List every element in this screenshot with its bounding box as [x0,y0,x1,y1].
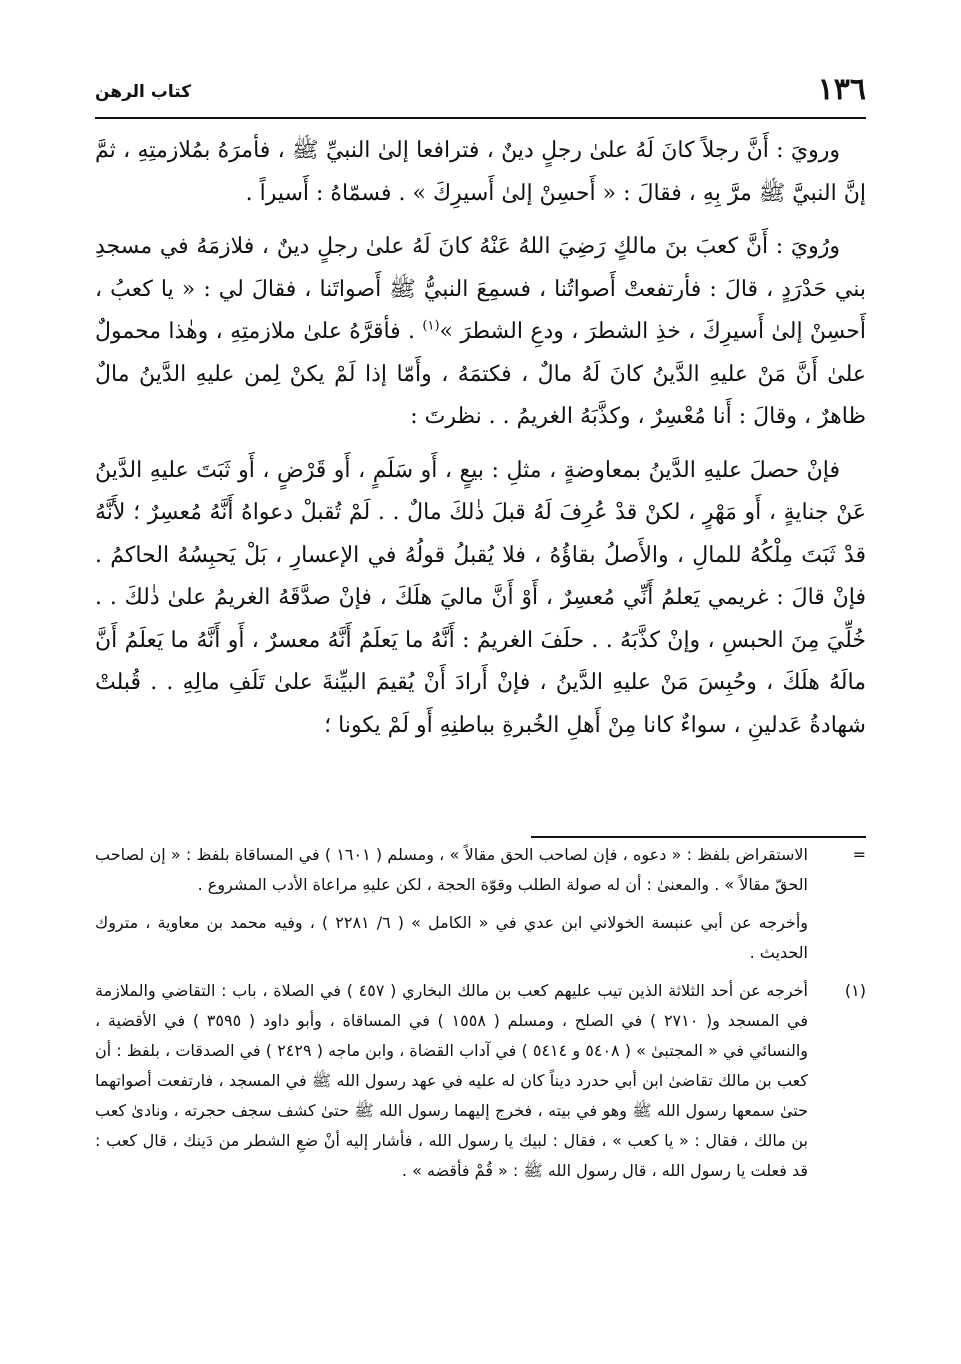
paragraph-1: ورويَ : أَنَّ رجلاً كانَ لَهُ علىٰ رجلٍ دينٌ ، فترافعا إلىٰ النبيِّ ﷺ ، فأمرَهُ بمُلازمتِهِ ، ثمَّ إنَّ النبيَّ ﷺ مرَّ بِهِ ، فقالَ : « أَحسِنْ إلىٰ أَسيرِكَ » . فسمّاهُ : أَسيراً . [95,138,866,206]
running-title: كتاب الرهن [95,82,192,102]
header-rule [95,117,866,119]
footnote-text: الاستقراض بلفظ : « دعوه ، فإن لصاحب الحق مقالاً » ، ومسلم ( ١٦٠١ ) في المساقاة بلفظ : « إن لصاحب الحقّ مقالاً » . والمعنىٰ : أن له صولة الطلب وقوّة الحجة ، لكن عليهِ مراعاة الأدب المشروع . [95,845,809,894]
page-header [95,70,866,110]
paragraph-2-tail: . فأقرَّهُ علىٰ ملازمتِهِ ، وهٰذا محمولٌ علىٰ أَنَّ مَنْ عليهِ الدَّينُ كانَ لَهُ مالٌ ، فكتمَهُ ، وأَمّا إذا لَمْ يكنْ لِمن عليهِ الدَّينُ مالٌ ظاهرٌ ، وقالَ : أَنا مُعْسِرٌ ، وكذَّبَهُ الغريمُ . . نظرتَ : [95,319,866,429]
paragraph-2 [95,226,866,439]
paragraph-3: فإنْ حصلَ عليهِ الدَّينُ بمعاوضةٍ ، مثلِ : بيعٍ ، أَو سَلَمٍ ، أَو قَرْضٍ ، أَو ثَبَتَ عليهِ الدَّينُ عَنْ جنايةٍ ، أَو مَهْرٍ ، لكنْ قدْ عُرِفَ لَهُ قبلَ ذٰلكَ مالٌ . . لَمْ تُقبلْ دعواهُ أَنَّهُ مُعسِرٌ ؛ لأَنَّهُ قدْ ثَبَتَ مِلْكُهُ للمالِ ، والأَصلُ بقاؤُهُ ، فلا يُقبلُ قولُهُ في الإعسارِ ، بَلْ يَحبِسُهُ الحاكمُ . فإنْ قالَ : غريمي يَعلمُ أَنِّي مُعسِرٌ ، أَوْ أَنَّ ماليَ هلَكَ ، فإنْ صدَّقَهُ الغريمُ علىٰ ذٰلكَ . . خُلِّيَ مِنَ الحبسِ ، وإنْ كذَّبَهُ . . حلَفَ الغريمُ : أَنَّهُ ما يَعلَمُ أَنَّهُ معسرٌ ، أَو أَنَّهُ ما يَعلَمُ أَنَّ مالَهُ هلَكَ ، وحُبِسَ مَنْ عليهِ الدَّينُ ، فإنْ أَرادَ أَنْ يُقيمَ البيِّنةَ علىٰ تَلَفِ مالِهِ . . قُبلتْ شهادةُ عَدلينِ ، سواءٌ كانا مِنْ أَهلِ الخُبرةِ بباطنِهِ أَو لَمْ يكونا ؛ [95,457,866,738]
footnotes [95,840,866,1194]
main-text [95,130,866,758]
footnote-separator [531,836,866,838]
footnote-marker: (١) [844,981,866,1000]
footnote-continued-2 [95,908,866,968]
page-number: ١٣٦ [817,72,866,107]
footnote-1 [95,976,866,1186]
paragraph-2-text: ورُويَ : أَنَّ كعبَ بنَ مالكٍ رَضِيَ اللهُ عَنْهُ كانَ لَهُ علىٰ رجلٍ دينٌ ، فلازمَهُ في مسجدِ بني حَدْرَدٍ ، قالَ : فأرتفعتْ أَصواتُنا ، فسمِعَ النبيُّ ﷺ أَصواتَنا ، فقالَ لي : « يا كعبُ ، أَحسِنْ إلىٰ أَسيرِكَ ، خذِ الشطرَ ، ودعِ الشطرَ » [95,234,866,344]
footnote-marker: = [852,845,866,864]
footnote-reference[interactable]: (١) [422,318,440,334]
footnote-text: أخرجه عن أحد الثلاثة الذين تيب عليهم كعب بن مالك البخاري ( ٤٥٧ ) في الصلاة ، باب : التقاضي والملازمة في المسجد و( ٢٧١٠ ) في الصلح ، ومسلم ( ١٥٥٨ ) في المساقاة ، وأبو داود ( ٣٥٩٥ ) في الأقضية ، والنسائي في « المجتبىٰ » ( ٥٤٠٨ و ٥٤١٤ ) في آداب القضاة ، وابن ماجه ( ٢٤٢٩ ) في الصدقات ، بلفظ : أن كعب بن مالك تقاضىٰ ابن أبي حدرد ديناً كان له عليه في عهد رسول الله ﷺ في المسجد ، فارتفعت أصواتهما حتىٰ سمعها رسول الله ﷺ وهو في بيته ، فخرج إليهما رسول الله ﷺ حتىٰ كشف سجف حجرته ، ونادىٰ كعب بن مالك ، فقال : « يا كعب » ، فقال : لبيك يا رسول الله ، فأشار إليه أنْ ضعِ الشطر من دَينك ، قال كعب : قد فعلت يا رسول الله ، قال رسول الله ﷺ : « قُمْ فأقضه » . [95,981,809,1180]
footnote-continued [95,840,866,900]
footnote-text: وأخرجه عن أبي عنبسة الخولاني ابن عدي في « الكامل » ( ٦/ ٢٢٨١ ) ، وفيه محمد بن معاوية ، متروك الحديث . [95,913,808,962]
